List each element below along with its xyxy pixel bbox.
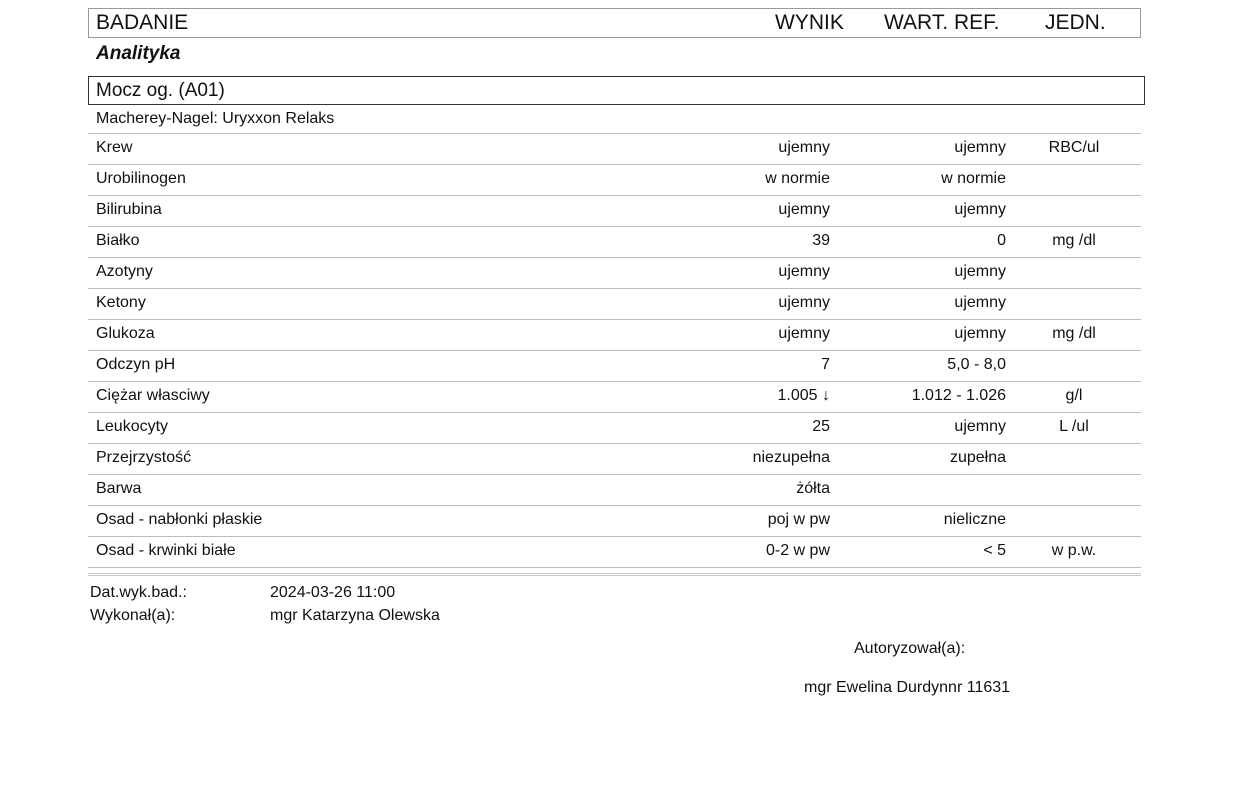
- test-result: poj w pw: [767, 511, 830, 528]
- test-name: Krew: [96, 139, 133, 156]
- table-row: [88, 320, 1141, 351]
- test-reference: 0: [997, 232, 1006, 249]
- test-name: Leukocyty: [96, 418, 169, 435]
- table-row: [88, 382, 1141, 413]
- test-name: Glukoza: [96, 325, 155, 342]
- date-value: 2024-03-26 11:00: [270, 584, 396, 601]
- test-name: Azotyny: [96, 263, 153, 280]
- table-row: [88, 506, 1141, 537]
- test-name: Białko: [96, 232, 140, 249]
- test-result: 25: [812, 418, 830, 435]
- test-result: 0-2 w pw: [765, 542, 830, 559]
- test-result: w normie: [765, 170, 830, 187]
- test-unit: RBC/ul: [1048, 139, 1100, 156]
- test-result: żółta: [796, 480, 830, 497]
- test-unit: mg /dl: [1052, 325, 1096, 342]
- test-name: Ketony: [96, 294, 146, 311]
- table-row: [88, 227, 1141, 258]
- test-result: niezupełna: [752, 449, 830, 466]
- section-title: Analityka: [96, 43, 181, 64]
- test-result: ujemny: [778, 294, 830, 311]
- test-reference: ujemny: [954, 294, 1006, 311]
- test-reference: nieliczne: [943, 511, 1006, 528]
- test-reference: 1.012 - 1.026: [911, 387, 1006, 404]
- performed-by-value: mgr Katarzyna Olewska: [270, 607, 440, 624]
- test-reference: < 5: [983, 542, 1006, 559]
- test-result: ujemny: [778, 201, 830, 218]
- table-row: [88, 475, 1141, 506]
- test-name: Barwa: [96, 480, 142, 497]
- test-reference: ujemny: [954, 139, 1006, 156]
- table-row: [88, 196, 1141, 227]
- table-end-divider: [88, 573, 1141, 576]
- test-name: Osad - nabłonki płaskie: [96, 511, 263, 528]
- authorized-by-label: Autoryzował(a):: [854, 640, 966, 657]
- test-name: Przejrzystość: [96, 449, 192, 466]
- unit-column-header: JEDN.: [1045, 11, 1106, 34]
- test-name: Urobilinogen: [96, 170, 186, 187]
- test-group-header: [88, 76, 1145, 105]
- test-result: ujemny: [778, 325, 830, 342]
- test-name: Odczyn pH: [96, 356, 176, 373]
- results-table-body: [88, 134, 1141, 568]
- test-reference: ujemny: [954, 201, 1006, 218]
- test-result: 1.005 ↓: [777, 387, 830, 404]
- test-reference: zupełna: [949, 449, 1006, 466]
- test-result: 7: [821, 356, 830, 373]
- date-label: Dat.wyk.bad.:: [90, 584, 187, 601]
- table-row: [88, 289, 1141, 320]
- table-row: [88, 537, 1141, 568]
- test-name: Ciężar własciwy: [96, 387, 210, 404]
- performed-by-label: Wykonał(a):: [90, 607, 176, 624]
- test-unit: L /ul: [1059, 418, 1089, 435]
- test-reference: ujemny: [954, 325, 1006, 342]
- authorized-by-value: mgr Ewelina Durdynnr 11631: [804, 679, 1011, 696]
- table-row: [88, 165, 1141, 196]
- test-unit: w p.w.: [1051, 542, 1097, 559]
- table-row: [88, 413, 1141, 444]
- test-method: Macherey-Nagel: Uryxxon Relaks: [96, 110, 335, 127]
- test-reference: ujemny: [954, 418, 1006, 435]
- test-reference: w normie: [941, 170, 1006, 187]
- results-table-header: [88, 8, 1141, 38]
- table-row: [88, 134, 1141, 165]
- table-row: [88, 351, 1141, 382]
- reference-column-header: WART. REF.: [884, 11, 1000, 34]
- test-reference: ujemny: [954, 263, 1006, 280]
- table-row: [88, 444, 1141, 475]
- test-unit: g/l: [1065, 387, 1083, 404]
- test-result: 39: [812, 232, 830, 249]
- table-row: [88, 258, 1141, 289]
- test-name: Bilirubina: [96, 201, 162, 218]
- test-unit: mg /dl: [1052, 232, 1096, 249]
- test-name: Osad - krwinki białe: [96, 542, 236, 559]
- test-result: ujemny: [778, 263, 830, 280]
- test-column-header: BADANIE: [96, 11, 189, 34]
- result-column-header: WYNIK: [775, 11, 844, 34]
- test-result: ujemny: [778, 139, 830, 156]
- test-reference: 5,0 - 8,0: [947, 356, 1006, 373]
- test-group-title: Mocz og. (A01): [96, 80, 225, 101]
